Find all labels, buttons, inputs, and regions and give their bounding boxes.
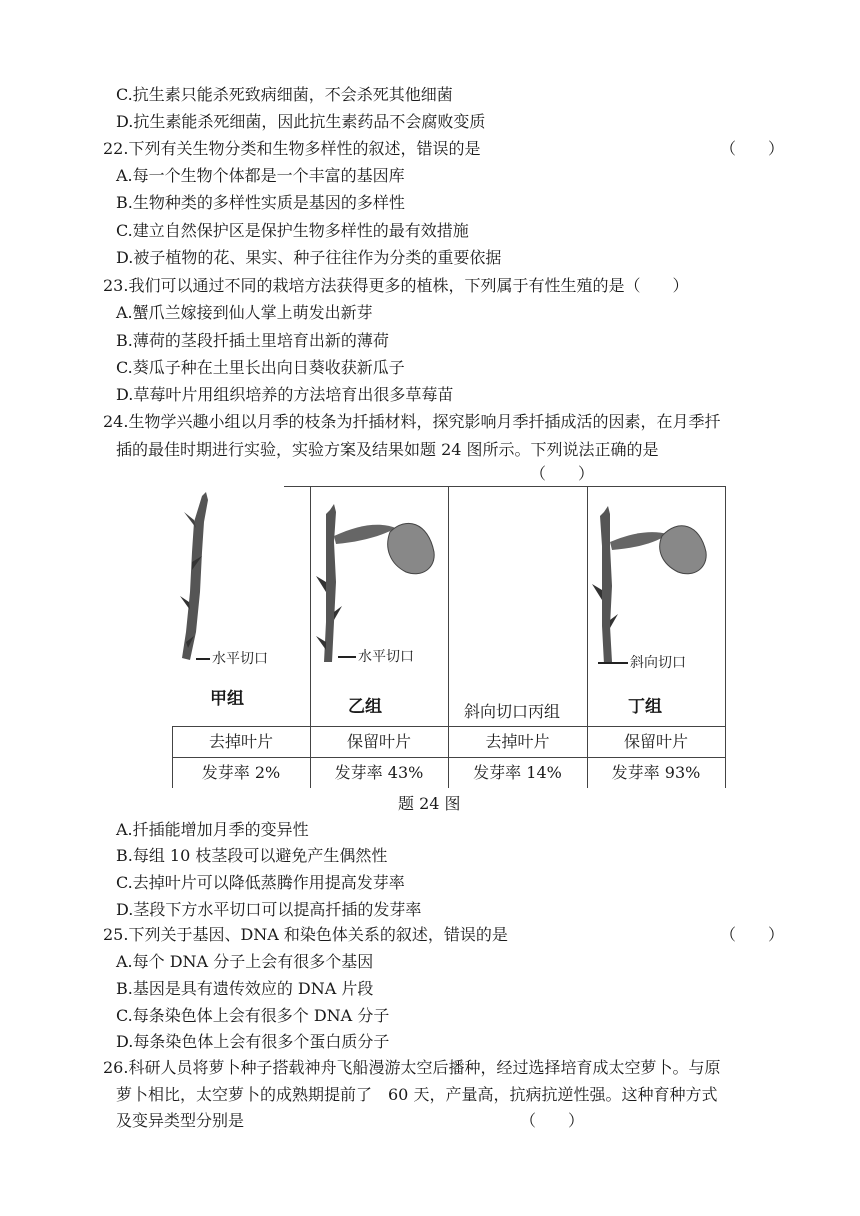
leaf-treatment-ding: 保留叶片 [623,732,688,751]
q25-stem: 25.下列关于基因、DNA 和染色体关系的叙述，错误的是 [103,925,508,944]
q24-option-c: C.去掉叶片可以降低蒸腾作用提高发芽率 [116,873,405,892]
rate-yi: 发芽率 43% [334,763,424,782]
q23-option-d: D.草莓叶片用组织培养的方法培育出很多草莓苗 [116,385,454,404]
figure-24-table [172,486,726,788]
q26-stem-line3: 及变异类型分别是 [116,1111,245,1130]
q22-answer-bracket: （ ） [720,139,785,158]
group-label-bing: 斜向切口丙组 [464,702,561,721]
rate-jia: 发芽率 2% [201,763,281,782]
q24-stem-line1: 24.生物学兴趣小组以月季的枝条为扦插材料，探究影响月季扦插成活的因素，在月季扦 [103,412,721,431]
q22-option-d: D.被子植物的花、果实、种子往往作为分类的重要依据 [116,248,502,267]
group-label-yi: 乙组 [348,697,382,717]
cut-label-ding: 斜向切口 [630,655,686,671]
q25-answer-bracket: （ ） [720,925,785,944]
rate-ding: 发芽率 93% [611,763,701,782]
q26-answer-bracket: （ ） [520,1111,585,1130]
q26-stem-line2: 萝卜相比，太空萝卜的成熟期提前了 60 天，产量高，抗病抗逆性强。这种育种方式 [116,1085,718,1104]
q25-option-c: C.每条染色体上会有很多个 DNA 分子 [116,1006,390,1025]
q22-stem: 22.下列有关生物分类和生物多样性的叙述，错误的是 [103,139,481,158]
group-label-ding: 丁组 [628,697,662,717]
q25-option-d: D.每条染色体上会有很多个蛋白质分子 [116,1032,390,1051]
q24-option-b: B.每组 10 枝茎段可以避免产生偶然性 [116,846,388,865]
q21-option-d: D.抗生素能杀死细菌，因此抗生素药品不会腐败变质 [116,112,486,131]
q23-option-b: B.薄荷的茎段扦插土里培育出新的薄荷 [116,331,389,350]
q24-option-a: A.扦插能增加月季的变异性 [116,820,309,839]
q24-answer-bracket: （ ） [530,464,595,483]
stem-yi-image [310,502,440,664]
cut-label-yi: 水平切口 [358,649,414,665]
figure-24-caption: 题 24 图 [398,794,461,813]
q23-option-c: C.葵瓜子种在土里长出向日葵收获新瓜子 [116,358,405,377]
q22-option-a: A.每一个生物个体都是一个丰富的基因库 [116,166,405,185]
q26-stem-line1: 26.科研人员将萝卜种子搭载神舟飞船漫游太空后播种，经过选择培育成太空萝卜。与原 [103,1058,721,1077]
rate-bing: 发芽率 14% [473,763,562,782]
leaf-treatment-jia: 去掉叶片 [208,732,273,751]
q24-stem-line2: 插的最佳时期进行实验，实验方案及结果如题 24 图所示。下列说法正确的是 [116,440,659,459]
group-label-jia: 甲组 [210,689,244,709]
q22-option-c: C.建立自然保护区是保护生物多样性的最有效措施 [116,221,469,240]
q23-stem: 23.我们可以通过不同的栽培方法获得更多的植株，下列属于有性生殖的是（ ） [103,276,689,295]
q23-option-a: A.蟹爪兰嫁接到仙人掌上萌发出新芽 [116,303,373,322]
stem-jia-image [172,492,232,664]
cut-label-jia: 水平切口 [212,651,268,667]
q21-option-c: C.抗生素只能杀死致病细菌，不会杀死其他细菌 [116,85,453,104]
q25-option-b: B.基因是具有遗传效应的 DNA 片段 [116,979,374,998]
stem-ding-image [590,506,710,666]
leaf-treatment-yi: 保留叶片 [346,732,411,751]
q24-option-d: D.茎段下方水平切口可以提高扦插的发芽率 [116,900,422,919]
q22-option-b: B.生物种类的多样性实质是基因的多样性 [116,193,405,212]
q25-option-a: A.每个 DNA 分子上会有很多个基因 [116,952,374,971]
leaf-treatment-bing: 去掉叶片 [485,732,550,751]
